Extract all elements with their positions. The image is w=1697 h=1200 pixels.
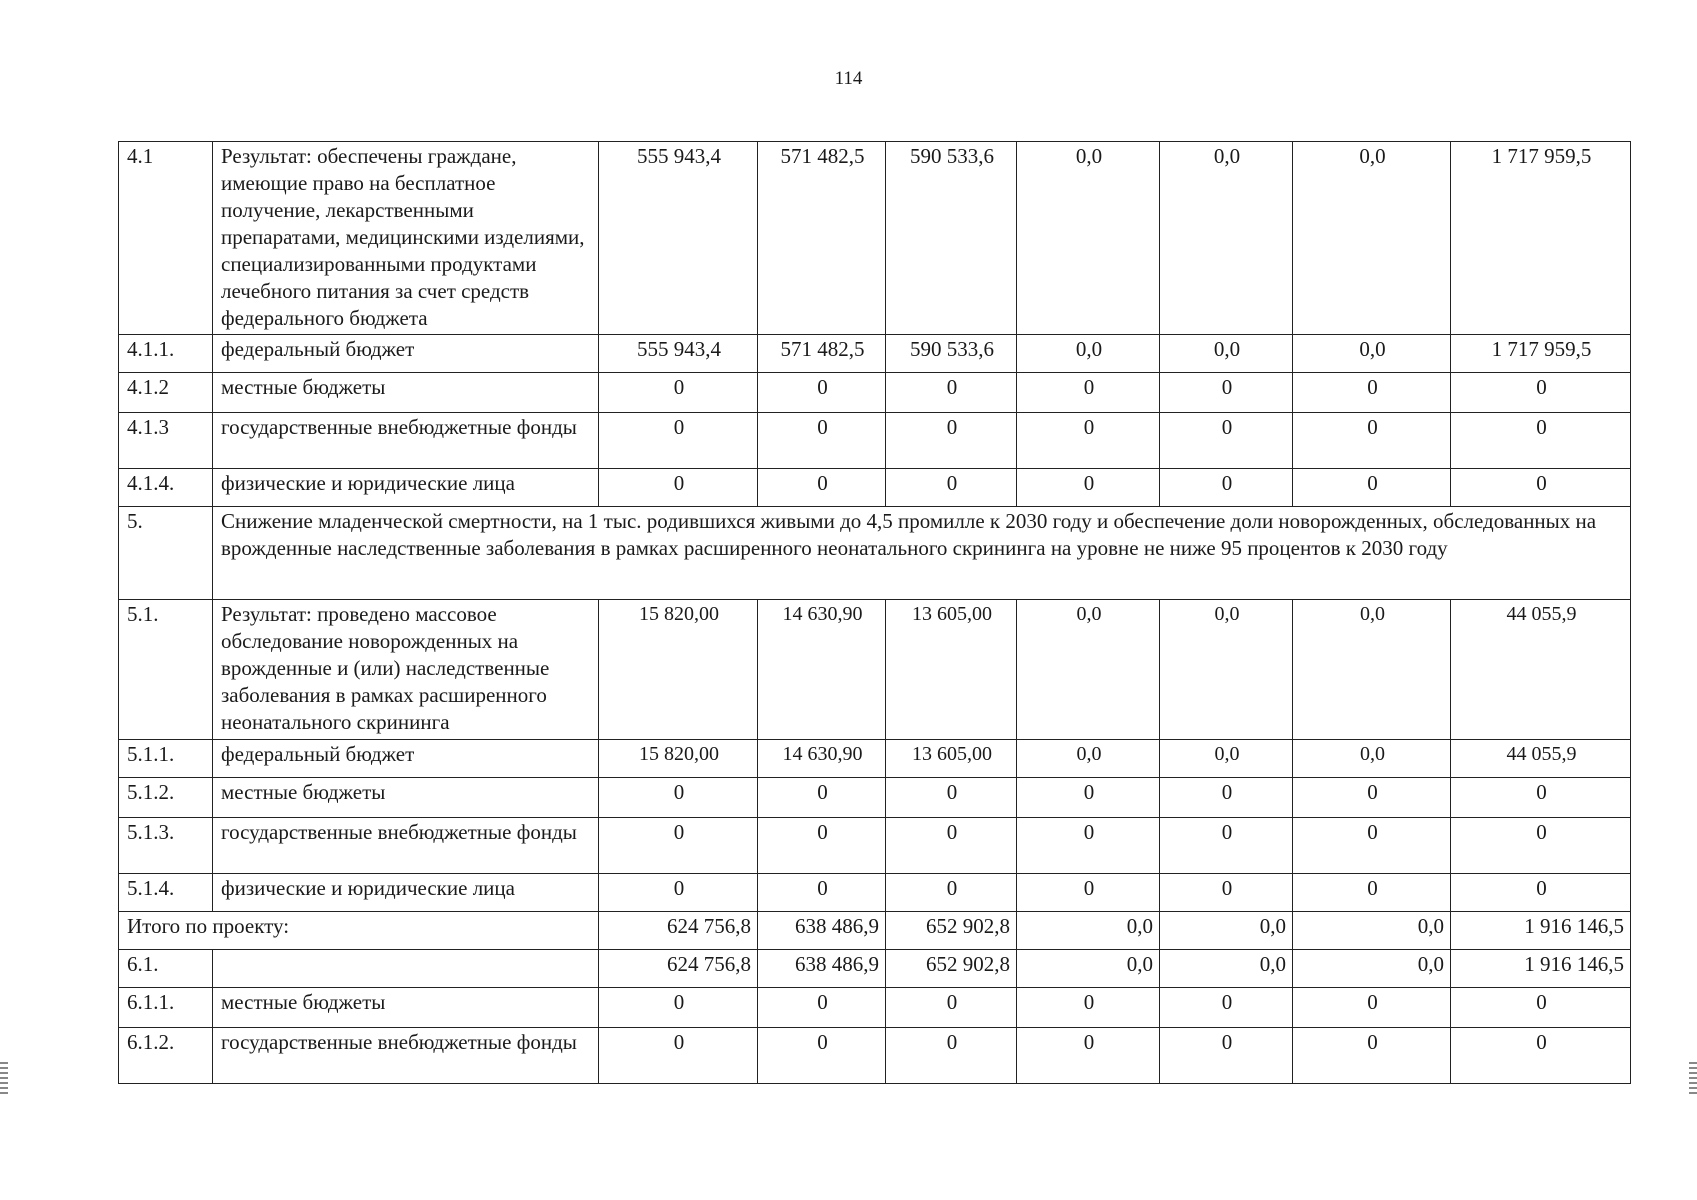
value-cell: 44 055,9: [1451, 600, 1631, 740]
value-cell: 0,0: [1160, 142, 1293, 335]
row-code: 6.1.: [119, 950, 213, 988]
row-name: [213, 950, 599, 988]
row-code: 4.1.4.: [119, 469, 213, 507]
value-cell: 14 630,90: [758, 740, 886, 778]
value-cell: 0: [758, 778, 886, 818]
value-cell: 0: [1017, 469, 1160, 507]
value-cell: 590 533,6: [886, 335, 1017, 373]
value-cell: 0: [599, 778, 758, 818]
row-name: местные бюджеты: [213, 373, 599, 413]
value-cell: 14 630,90: [758, 600, 886, 740]
value-cell: 0: [1160, 818, 1293, 874]
value-cell: 0: [1293, 373, 1451, 413]
value-cell: 0: [599, 373, 758, 413]
row-name: местные бюджеты: [213, 988, 599, 1028]
value-cell: 0,0: [1293, 912, 1451, 950]
table-row: [119, 469, 1631, 507]
row-code: 4.1.2: [119, 373, 213, 413]
value-cell: 0,0: [1017, 740, 1160, 778]
value-cell: 0,0: [1160, 950, 1293, 988]
value-cell: 0: [1017, 778, 1160, 818]
total-label: Итого по проекту:: [119, 912, 599, 950]
value-cell: 0: [599, 469, 758, 507]
value-cell: 0: [1160, 778, 1293, 818]
table-row: [119, 413, 1631, 469]
value-cell: 0: [599, 988, 758, 1028]
value-cell: 0,0: [1160, 912, 1293, 950]
row-code: 4.1: [119, 142, 213, 335]
value-cell: 571 482,5: [758, 142, 886, 335]
value-cell: 13 605,00: [886, 740, 1017, 778]
value-cell: 1 717 959,5: [1451, 335, 1631, 373]
value-cell: 0: [1293, 469, 1451, 507]
value-cell: 555 943,4: [599, 142, 758, 335]
value-cell: 652 902,8: [886, 950, 1017, 988]
value-cell: 0: [1451, 988, 1631, 1028]
value-cell: 13 605,00: [886, 600, 1017, 740]
row-code: 6.1.1.: [119, 988, 213, 1028]
value-cell: 0: [1293, 413, 1451, 469]
value-cell: 0: [1451, 469, 1631, 507]
value-cell: 571 482,5: [758, 335, 886, 373]
value-cell: 0,0: [1017, 335, 1160, 373]
value-cell: 0: [1017, 818, 1160, 874]
table-row: [119, 600, 1631, 740]
row-name: федеральный бюджет: [213, 335, 599, 373]
table-row: [119, 142, 1631, 335]
value-cell: 0,0: [1160, 600, 1293, 740]
value-cell: 0: [1293, 988, 1451, 1028]
row-code: 5.1.1.: [119, 740, 213, 778]
value-cell: 0: [1160, 469, 1293, 507]
value-cell: 0: [1451, 818, 1631, 874]
row-name: государственные внебюджетные фонды: [213, 1028, 599, 1084]
value-cell: 590 533,6: [886, 142, 1017, 335]
row-name: государственные внебюджетные фонды: [213, 818, 599, 874]
value-cell: 0: [1017, 413, 1160, 469]
value-cell: 44 055,9: [1451, 740, 1631, 778]
row-code: 5.: [119, 507, 213, 600]
total-row: [119, 912, 1631, 950]
value-cell: 0: [886, 818, 1017, 874]
value-cell: 0: [758, 874, 886, 912]
row-code: 4.1.1.: [119, 335, 213, 373]
table-row: [119, 988, 1631, 1028]
value-cell: 0: [886, 988, 1017, 1028]
value-cell: 638 486,9: [758, 912, 886, 950]
row-name: местные бюджеты: [213, 778, 599, 818]
row-code: 5.1.4.: [119, 874, 213, 912]
value-cell: 0: [1293, 818, 1451, 874]
table-row: [119, 1028, 1631, 1084]
value-cell: 0: [1160, 988, 1293, 1028]
table-row: [119, 335, 1631, 373]
table-row: [119, 874, 1631, 912]
table-row: [119, 950, 1631, 988]
value-cell: 15 820,00: [599, 740, 758, 778]
value-cell: 0: [1160, 874, 1293, 912]
row-name: Результат: проведено массовое обследование новорожденных на врожденные и (или) наследственные заболевания в рамках расширенного неонатального скрининга: [213, 600, 599, 740]
value-cell: 624 756,8: [599, 950, 758, 988]
value-cell: 0: [758, 413, 886, 469]
budget-table: [118, 141, 1631, 1084]
value-cell: 0: [758, 1028, 886, 1084]
value-cell: 0,0: [1017, 600, 1160, 740]
value-cell: 0: [1451, 874, 1631, 912]
value-cell: 0,0: [1293, 740, 1451, 778]
value-cell: 0: [886, 413, 1017, 469]
value-cell: 0: [886, 874, 1017, 912]
row-name: физические и юридические лица: [213, 874, 599, 912]
value-cell: 0: [1451, 413, 1631, 469]
value-cell: 0,0: [1293, 600, 1451, 740]
section-title: Снижение младенческой смертности, на 1 тыс. родившихся живыми до 4,5 промилле к 2030 году и обеспечение доли новорожденных, обследованных на врожденные наследственные заболевания в рамках расширенного неонатального скрининга на уровне не ниже 95 процентов к 2030 году: [213, 507, 1631, 600]
value-cell: 0: [1451, 778, 1631, 818]
table-row: [119, 778, 1631, 818]
row-name: физические и юридические лица: [213, 469, 599, 507]
value-cell: 1 916 146,5: [1451, 950, 1631, 988]
table-row: [119, 373, 1631, 413]
value-cell: 0: [1017, 874, 1160, 912]
value-cell: 0,0: [1293, 950, 1451, 988]
value-cell: 0,0: [1017, 142, 1160, 335]
value-cell: 0: [758, 373, 886, 413]
value-cell: 0,0: [1160, 740, 1293, 778]
value-cell: 0: [1293, 778, 1451, 818]
value-cell: 0,0: [1160, 335, 1293, 373]
value-cell: 0,0: [1017, 912, 1160, 950]
row-name: Результат: обеспечены граждане, имеющие право на бесплатное получение, лекарственными препаратами, медицинскими изделиями, специализированными продуктами лечебного питания за счет средств федерального бюджета: [213, 142, 599, 335]
value-cell: 0: [886, 1028, 1017, 1084]
value-cell: 0: [1017, 1028, 1160, 1084]
table-row: [119, 740, 1631, 778]
value-cell: 0,0: [1293, 142, 1451, 335]
value-cell: 652 902,8: [886, 912, 1017, 950]
row-code: 5.1.3.: [119, 818, 213, 874]
value-cell: 0: [599, 1028, 758, 1084]
value-cell: 0: [758, 469, 886, 507]
row-code: 6.1.2.: [119, 1028, 213, 1084]
value-cell: 0: [886, 778, 1017, 818]
value-cell: 15 820,00: [599, 600, 758, 740]
value-cell: 0: [1160, 1028, 1293, 1084]
value-cell: 0,0: [1293, 335, 1451, 373]
value-cell: 0,0: [1017, 950, 1160, 988]
row-code: 4.1.3: [119, 413, 213, 469]
value-cell: 0: [1017, 988, 1160, 1028]
value-cell: 0: [599, 413, 758, 469]
value-cell: 1 916 146,5: [1451, 912, 1631, 950]
value-cell: 0: [599, 874, 758, 912]
value-cell: 0: [1160, 413, 1293, 469]
value-cell: 0: [886, 469, 1017, 507]
value-cell: 624 756,8: [599, 912, 758, 950]
value-cell: 0: [1451, 373, 1631, 413]
value-cell: 0: [1293, 1028, 1451, 1084]
scan-mark-right: [1689, 1062, 1697, 1096]
section-row: [119, 507, 1631, 600]
value-cell: 1 717 959,5: [1451, 142, 1631, 335]
row-name: федеральный бюджет: [213, 740, 599, 778]
value-cell: 0: [886, 373, 1017, 413]
table-row: [119, 818, 1631, 874]
value-cell: 555 943,4: [599, 335, 758, 373]
value-cell: 638 486,9: [758, 950, 886, 988]
value-cell: 0: [1293, 874, 1451, 912]
value-cell: 0: [758, 988, 886, 1028]
row-code: 5.1.: [119, 600, 213, 740]
value-cell: 0: [758, 818, 886, 874]
value-cell: 0: [1451, 1028, 1631, 1084]
scan-mark-left: [0, 1062, 8, 1096]
page-number: 114: [834, 68, 863, 89]
row-name: государственные внебюджетные фонды: [213, 413, 599, 469]
row-code: 5.1.2.: [119, 778, 213, 818]
value-cell: 0: [599, 818, 758, 874]
value-cell: 0: [1017, 373, 1160, 413]
value-cell: 0: [1160, 373, 1293, 413]
